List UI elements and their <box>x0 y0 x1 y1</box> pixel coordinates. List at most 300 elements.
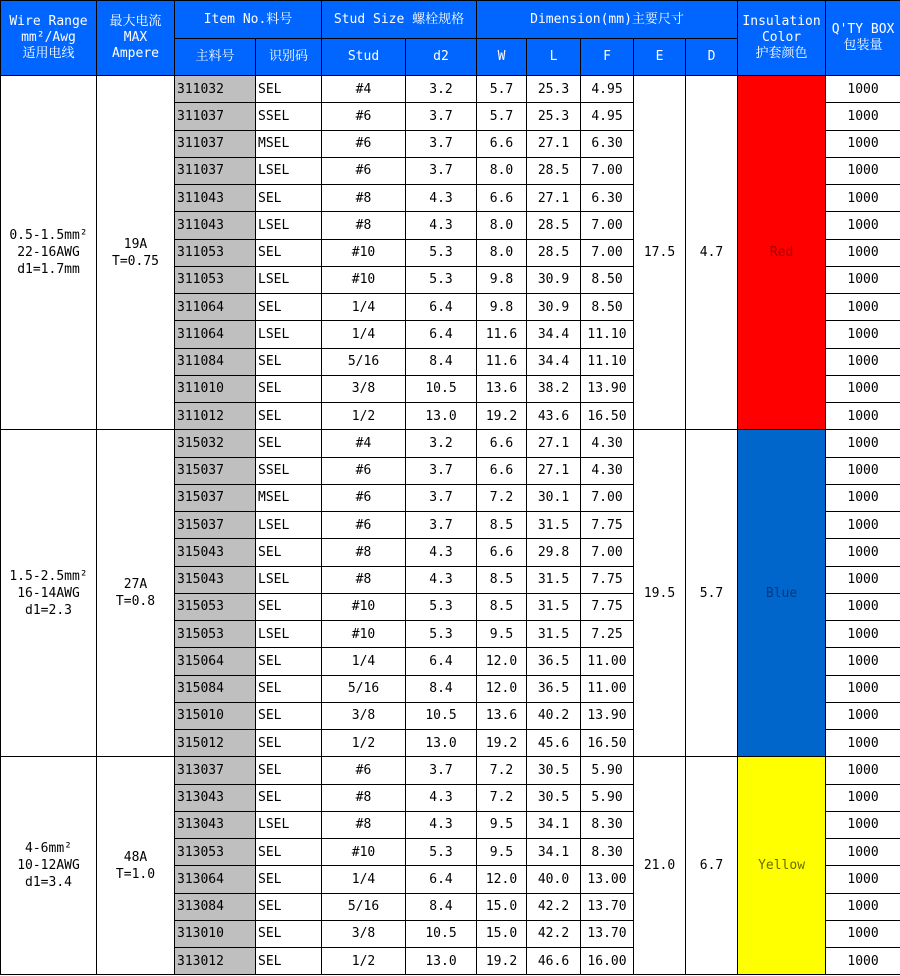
w-cell: 6.6 <box>477 457 527 484</box>
d2-cell: 10.5 <box>406 702 477 729</box>
wire-range-cell <box>1 430 97 757</box>
w-cell: 8.5 <box>477 593 527 620</box>
l-cell: 30.1 <box>527 484 581 511</box>
wire-range-line: d1=1.7mm <box>17 262 80 278</box>
l-cell: 42.2 <box>527 920 581 947</box>
main-code-cell: 315043 <box>175 539 256 566</box>
stud-cell: 1/4 <box>322 866 406 893</box>
qty-box-cell: 1000 <box>826 675 900 702</box>
ident-code-cell: SSEL <box>256 457 322 484</box>
l-cell: 45.6 <box>527 730 581 757</box>
l-cell: 30.9 <box>527 294 581 321</box>
main-code-header: 主料号 <box>175 39 256 76</box>
d2-cell: 4.3 <box>406 185 477 212</box>
stud-cell: #8 <box>322 811 406 838</box>
stud-cell: 1/2 <box>322 948 406 975</box>
wire-range-line: d1=3.4 <box>25 875 72 891</box>
w-cell: 12.0 <box>477 675 527 702</box>
f-cell: 13.70 <box>581 920 634 947</box>
l-cell: 28.5 <box>527 157 581 184</box>
qty-box-cell: 1000 <box>826 430 900 457</box>
f-cell: 13.70 <box>581 893 634 920</box>
w-cell: 9.5 <box>477 621 527 648</box>
qty-box-cell: 1000 <box>826 730 900 757</box>
qty-box-cell: 1000 <box>826 757 900 784</box>
max-current-header: 最大电流 MAX Ampere <box>97 1 175 76</box>
d-header: D <box>686 39 738 76</box>
main-code-cell: 311037 <box>175 157 256 184</box>
ident-code-cell: LSEL <box>256 621 322 648</box>
stud-cell: 1/4 <box>322 648 406 675</box>
ident-code-cell: SEL <box>256 920 322 947</box>
main-code-cell: 315053 <box>175 621 256 648</box>
main-code-cell: 313053 <box>175 839 256 866</box>
f-cell: 4.95 <box>581 103 634 130</box>
main-code-cell: 315032 <box>175 430 256 457</box>
qty-box-cell: 1000 <box>826 130 900 157</box>
ident-code-cell: SEL <box>256 702 322 729</box>
l-cell: 27.1 <box>527 430 581 457</box>
max-current-cell <box>97 430 175 757</box>
ident-code-cell: LSEL <box>256 512 322 539</box>
main-code-cell: 313043 <box>175 784 256 811</box>
stud-cell: #6 <box>322 484 406 511</box>
d2-cell: 6.4 <box>406 294 477 321</box>
ident-code-cell: MSEL <box>256 484 322 511</box>
d2-cell: 10.5 <box>406 375 477 402</box>
insulation-color-cell: Red <box>738 76 826 430</box>
main-code-cell: 311043 <box>175 185 256 212</box>
f-cell: 8.30 <box>581 811 634 838</box>
f-cell: 7.75 <box>581 593 634 620</box>
w-cell: 9.8 <box>477 294 527 321</box>
ident-code-cell: SEL <box>256 893 322 920</box>
f-cell: 6.30 <box>581 130 634 157</box>
e-cell: 17.5 <box>634 76 686 430</box>
ident-code-cell: SEL <box>256 839 322 866</box>
f-cell: 16.00 <box>581 948 634 975</box>
ident-code-header: 识别码 <box>256 39 322 76</box>
f-cell: 7.00 <box>581 239 634 266</box>
stud-cell: 3/8 <box>322 920 406 947</box>
d2-cell: 5.3 <box>406 266 477 293</box>
ident-code-cell: SEL <box>256 757 322 784</box>
insulation-color-cell: Yellow <box>738 757 826 975</box>
f-cell: 13.00 <box>581 866 634 893</box>
ident-code-cell: SEL <box>256 784 322 811</box>
main-code-cell: 313010 <box>175 920 256 947</box>
qty-box-cell: 1000 <box>826 239 900 266</box>
f-cell: 11.00 <box>581 675 634 702</box>
stud-cell: 3/8 <box>322 375 406 402</box>
main-code-cell: 311084 <box>175 348 256 375</box>
main-code-cell: 315012 <box>175 730 256 757</box>
ident-code-cell: LSEL <box>256 266 322 293</box>
stud-cell: 5/16 <box>322 893 406 920</box>
d2-cell: 5.3 <box>406 239 477 266</box>
l-cell: 36.5 <box>527 675 581 702</box>
qty-box-cell: 1000 <box>826 893 900 920</box>
d2-cell: 4.3 <box>406 212 477 239</box>
main-code-cell: 315010 <box>175 702 256 729</box>
main-code-cell: 311037 <box>175 130 256 157</box>
d2-cell: 8.4 <box>406 348 477 375</box>
f-cell: 11.10 <box>581 321 634 348</box>
stud-cell: #6 <box>322 512 406 539</box>
w-header: W <box>477 39 527 76</box>
l-cell: 42.2 <box>527 893 581 920</box>
w-cell: 8.0 <box>477 157 527 184</box>
l-cell: 29.8 <box>527 539 581 566</box>
qty-box-cell: 1000 <box>826 648 900 675</box>
stud-cell: 1/2 <box>322 403 406 430</box>
qty-box-cell: 1000 <box>826 457 900 484</box>
d2-cell: 3.7 <box>406 103 477 130</box>
qty-box-cell: 1000 <box>826 294 900 321</box>
ident-code-cell: LSEL <box>256 157 322 184</box>
f-cell: 6.30 <box>581 185 634 212</box>
stud-cell: #6 <box>322 157 406 184</box>
stud-cell: #10 <box>322 593 406 620</box>
d2-cell: 4.3 <box>406 566 477 593</box>
qty-box-cell: 1000 <box>826 212 900 239</box>
w-cell: 6.6 <box>477 430 527 457</box>
l-cell: 31.5 <box>527 512 581 539</box>
d2-cell: 13.0 <box>406 948 477 975</box>
main-code-cell: 311032 <box>175 76 256 103</box>
f-cell: 11.10 <box>581 348 634 375</box>
ident-code-cell: LSEL <box>256 811 322 838</box>
f-cell: 8.50 <box>581 266 634 293</box>
stud-cell: 1/4 <box>322 294 406 321</box>
f-cell: 4.30 <box>581 430 634 457</box>
qty-box-cell: 1000 <box>826 375 900 402</box>
ident-code-cell: SEL <box>256 430 322 457</box>
l-cell: 30.5 <box>527 784 581 811</box>
main-code-cell: 315053 <box>175 593 256 620</box>
f-cell: 8.30 <box>581 839 634 866</box>
w-cell: 6.6 <box>477 539 527 566</box>
stud-cell: #4 <box>322 76 406 103</box>
d2-cell: 3.7 <box>406 157 477 184</box>
wire-range-line: 10-12AWG <box>17 858 80 874</box>
d2-cell: 3.7 <box>406 130 477 157</box>
w-cell: 8.0 <box>477 239 527 266</box>
stud-cell: 3/8 <box>322 702 406 729</box>
d2-cell: 3.7 <box>406 457 477 484</box>
stud-cell: #6 <box>322 103 406 130</box>
f-cell: 11.00 <box>581 648 634 675</box>
wire-range-header: Wire Range mm²/Awg 适用电线 <box>1 1 97 76</box>
l-cell: 40.0 <box>527 866 581 893</box>
w-cell: 19.2 <box>477 948 527 975</box>
w-cell: 9.8 <box>477 266 527 293</box>
d2-cell: 13.0 <box>406 403 477 430</box>
ident-code-cell: LSEL <box>256 566 322 593</box>
main-code-cell: 313064 <box>175 866 256 893</box>
ident-code-cell: SEL <box>256 403 322 430</box>
l-cell: 31.5 <box>527 593 581 620</box>
ident-code-cell: SEL <box>256 648 322 675</box>
e-header: E <box>634 39 686 76</box>
spec-body <box>1 76 900 975</box>
f-cell: 16.50 <box>581 403 634 430</box>
main-code-cell: 313043 <box>175 811 256 838</box>
w-cell: 12.0 <box>477 648 527 675</box>
l-cell: 27.1 <box>527 185 581 212</box>
d2-cell: 6.4 <box>406 866 477 893</box>
d2-header: d2 <box>406 39 477 76</box>
f-cell: 13.90 <box>581 375 634 402</box>
w-cell: 7.2 <box>477 757 527 784</box>
qty-box-cell: 1000 <box>826 948 900 975</box>
qty-box-cell: 1000 <box>826 321 900 348</box>
qty-box-cell: 1000 <box>826 76 900 103</box>
qty-box-cell: 1000 <box>826 593 900 620</box>
item-no-header: Item No.料号 <box>175 1 322 39</box>
d2-cell: 3.7 <box>406 757 477 784</box>
d2-cell: 13.0 <box>406 730 477 757</box>
ident-code-cell: SSEL <box>256 103 322 130</box>
qty-box-cell: 1000 <box>826 484 900 511</box>
l-cell: 38.2 <box>527 375 581 402</box>
qty-box-cell: 1000 <box>826 811 900 838</box>
f-cell: 4.30 <box>581 457 634 484</box>
wire-range-line: 0.5-1.5mm² <box>9 228 88 244</box>
f-cell: 7.00 <box>581 157 634 184</box>
stud-cell: #6 <box>322 457 406 484</box>
stud-cell: #8 <box>322 539 406 566</box>
l-cell: 30.5 <box>527 757 581 784</box>
d2-cell: 4.3 <box>406 811 477 838</box>
qty-box-cell: 1000 <box>826 566 900 593</box>
main-code-cell: 315084 <box>175 675 256 702</box>
main-code-cell: 313012 <box>175 948 256 975</box>
stud-cell: #8 <box>322 566 406 593</box>
f-cell: 16.50 <box>581 730 634 757</box>
l-cell: 31.5 <box>527 566 581 593</box>
stud-cell: #10 <box>322 621 406 648</box>
qty-box-cell: 1000 <box>826 348 900 375</box>
wire-range-line: 16-14AWG <box>17 585 80 601</box>
w-cell: 9.5 <box>477 839 527 866</box>
table-row <box>1 430 900 457</box>
qty-box-cell: 1000 <box>826 702 900 729</box>
l-cell: 46.6 <box>527 948 581 975</box>
l-header: L <box>527 39 581 76</box>
qty-box-cell: 1000 <box>826 539 900 566</box>
d2-cell: 5.3 <box>406 839 477 866</box>
w-cell: 19.2 <box>477 730 527 757</box>
w-cell: 8.5 <box>477 512 527 539</box>
d-cell: 5.7 <box>686 430 738 757</box>
qty-box-cell: 1000 <box>826 839 900 866</box>
f-header: F <box>581 39 634 76</box>
stud-cell: 5/16 <box>322 675 406 702</box>
main-code-cell: 311064 <box>175 321 256 348</box>
f-cell: 13.90 <box>581 702 634 729</box>
d2-cell: 3.7 <box>406 512 477 539</box>
l-cell: 27.1 <box>527 130 581 157</box>
l-cell: 34.4 <box>527 348 581 375</box>
max-current-line: 48A <box>123 849 148 865</box>
stud-cell: #6 <box>322 130 406 157</box>
ident-code-cell: SEL <box>256 866 322 893</box>
stud-size-header: Stud Size 螺栓规格 <box>322 1 477 39</box>
main-code-cell: 311010 <box>175 375 256 402</box>
l-cell: 28.5 <box>527 212 581 239</box>
w-cell: 5.7 <box>477 103 527 130</box>
wire-range-cell <box>1 757 97 975</box>
w-cell: 7.2 <box>477 484 527 511</box>
w-cell: 7.2 <box>477 784 527 811</box>
ident-code-cell: SEL <box>256 185 322 212</box>
d2-cell: 3.7 <box>406 484 477 511</box>
stud-cell: 5/16 <box>322 348 406 375</box>
qty-box-cell: 1000 <box>826 512 900 539</box>
f-cell: 7.25 <box>581 621 634 648</box>
ident-code-cell: MSEL <box>256 130 322 157</box>
main-code-cell: 311064 <box>175 294 256 321</box>
main-code-cell: 311043 <box>175 212 256 239</box>
d2-cell: 8.4 <box>406 675 477 702</box>
qty-box-cell: 1000 <box>826 784 900 811</box>
w-cell: 19.2 <box>477 403 527 430</box>
d2-cell: 4.3 <box>406 784 477 811</box>
f-cell: 7.75 <box>581 512 634 539</box>
l-cell: 36.5 <box>527 648 581 675</box>
e-cell: 21.0 <box>634 757 686 975</box>
max-current-line: T=0.8 <box>115 594 156 610</box>
ident-code-cell: SEL <box>256 675 322 702</box>
l-cell: 31.5 <box>527 621 581 648</box>
w-cell: 8.0 <box>477 212 527 239</box>
wire-range-cell <box>1 76 97 430</box>
wire-range-line: 4-6mm² <box>25 841 72 857</box>
ident-code-cell: SEL <box>256 294 322 321</box>
qty-box-cell: 1000 <box>826 866 900 893</box>
main-code-cell: 315037 <box>175 512 256 539</box>
ident-code-cell: LSEL <box>256 212 322 239</box>
ident-code-cell: SEL <box>256 348 322 375</box>
qty-box-cell: 1000 <box>826 185 900 212</box>
qty-box-cell: 1000 <box>826 920 900 947</box>
w-cell: 9.5 <box>477 811 527 838</box>
qty-box-header: Q'TY BOX 包装量 <box>826 1 900 76</box>
main-code-cell: 315043 <box>175 566 256 593</box>
max-current-line: T=0.75 <box>112 253 159 269</box>
f-cell: 7.75 <box>581 566 634 593</box>
d2-cell: 3.2 <box>406 76 477 103</box>
table-row <box>1 757 900 784</box>
l-cell: 43.6 <box>527 403 581 430</box>
main-code-cell: 311037 <box>175 103 256 130</box>
d2-cell: 8.4 <box>406 893 477 920</box>
w-cell: 8.5 <box>477 566 527 593</box>
main-code-cell: 311053 <box>175 239 256 266</box>
f-cell: 5.90 <box>581 784 634 811</box>
d-cell: 4.7 <box>686 76 738 430</box>
qty-box-cell: 1000 <box>826 157 900 184</box>
ident-code-cell: SEL <box>256 593 322 620</box>
d-cell: 6.7 <box>686 757 738 975</box>
d2-cell: 4.3 <box>406 539 477 566</box>
main-code-cell: 315064 <box>175 648 256 675</box>
w-cell: 15.0 <box>477 920 527 947</box>
main-code-cell: 313084 <box>175 893 256 920</box>
max-current-line: 27A <box>123 577 148 593</box>
ident-code-cell: SEL <box>256 948 322 975</box>
stud-cell: #8 <box>322 784 406 811</box>
qty-box-cell: 1000 <box>826 621 900 648</box>
qty-box-cell: 1000 <box>826 266 900 293</box>
l-cell: 28.5 <box>527 239 581 266</box>
l-cell: 25.3 <box>527 103 581 130</box>
ident-code-cell: SEL <box>256 539 322 566</box>
ident-code-cell: LSEL <box>256 321 322 348</box>
l-cell: 27.1 <box>527 457 581 484</box>
main-code-cell: 311053 <box>175 266 256 293</box>
f-cell: 8.50 <box>581 294 634 321</box>
qty-box-cell: 1000 <box>826 403 900 430</box>
main-code-cell: 315037 <box>175 484 256 511</box>
w-cell: 6.6 <box>477 130 527 157</box>
main-code-cell: 313037 <box>175 757 256 784</box>
wire-range-line: 22-16AWG <box>17 245 80 261</box>
stud-cell: #8 <box>322 212 406 239</box>
w-cell: 12.0 <box>477 866 527 893</box>
qty-box-cell: 1000 <box>826 103 900 130</box>
l-cell: 25.3 <box>527 76 581 103</box>
max-current-cell <box>97 757 175 975</box>
dimension-header: Dimension(mm)主要尺寸 <box>477 1 738 39</box>
w-cell: 13.6 <box>477 375 527 402</box>
table-row <box>1 76 900 103</box>
w-cell: 13.6 <box>477 702 527 729</box>
stud-cell: 1/4 <box>322 321 406 348</box>
w-cell: 11.6 <box>477 321 527 348</box>
stud-cell: #10 <box>322 239 406 266</box>
ident-code-cell: SEL <box>256 375 322 402</box>
f-cell: 7.00 <box>581 212 634 239</box>
e-cell: 19.5 <box>634 430 686 757</box>
ident-code-cell: SEL <box>256 76 322 103</box>
stud-cell: #6 <box>322 757 406 784</box>
f-cell: 7.00 <box>581 484 634 511</box>
d2-cell: 10.5 <box>406 920 477 947</box>
insulation-color-cell: Blue <box>738 430 826 757</box>
stud-cell: #10 <box>322 266 406 293</box>
ident-code-cell: SEL <box>256 239 322 266</box>
stud-cell: 1/2 <box>322 730 406 757</box>
stud-header: Stud <box>322 39 406 76</box>
w-cell: 6.6 <box>477 185 527 212</box>
d2-cell: 5.3 <box>406 621 477 648</box>
w-cell: 15.0 <box>477 893 527 920</box>
f-cell: 5.90 <box>581 757 634 784</box>
max-current-line: T=1.0 <box>115 866 156 882</box>
wire-range-line: d1=2.3 <box>25 602 72 618</box>
d2-cell: 3.2 <box>406 430 477 457</box>
l-cell: 34.4 <box>527 321 581 348</box>
stud-cell: #4 <box>322 430 406 457</box>
main-code-cell: 311012 <box>175 403 256 430</box>
l-cell: 30.9 <box>527 266 581 293</box>
wire-range-line: 1.5-2.5mm² <box>9 568 88 584</box>
stud-cell: #10 <box>322 839 406 866</box>
main-code-cell: 315037 <box>175 457 256 484</box>
max-current-cell <box>97 76 175 430</box>
